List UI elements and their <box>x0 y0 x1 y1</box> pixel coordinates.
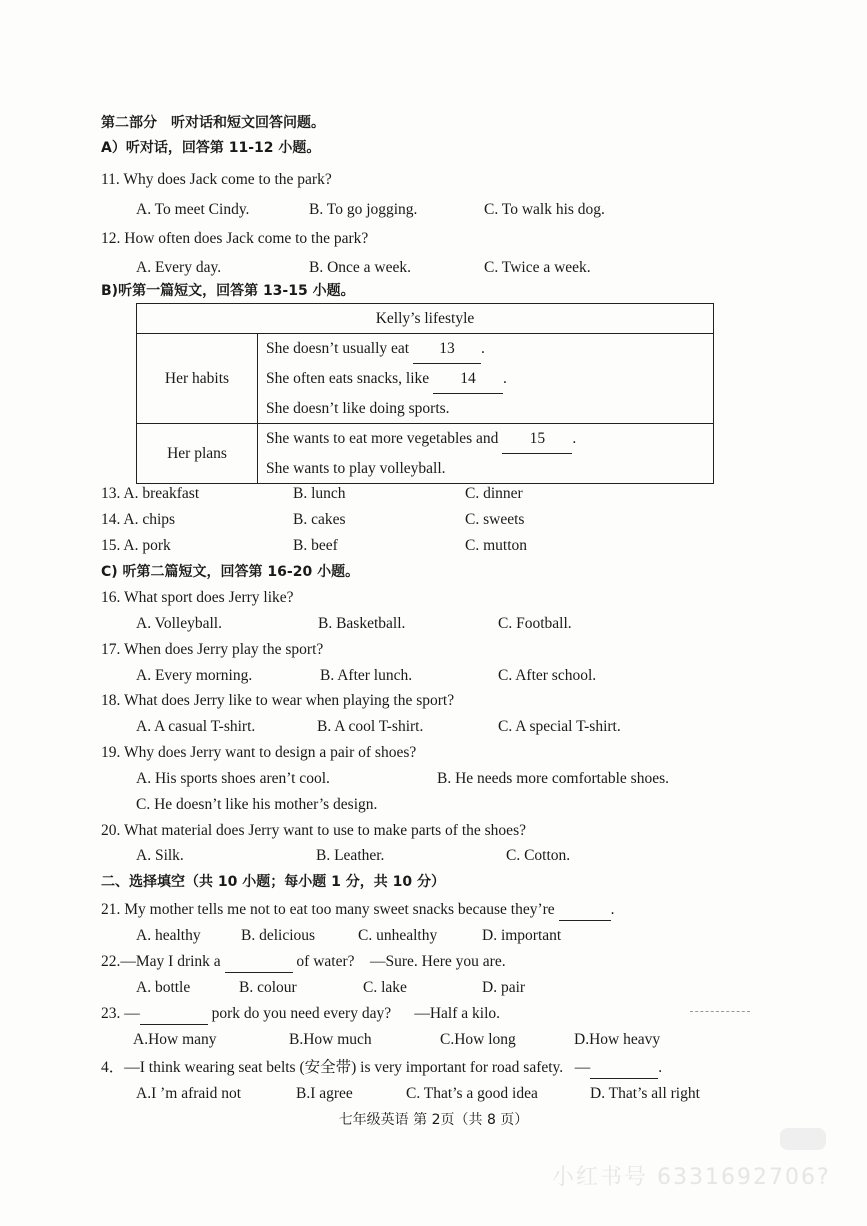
q16-option-b: B. Basketball. <box>318 615 406 632</box>
blank-14: 14 <box>433 364 503 394</box>
q24-dash: — <box>574 1059 591 1076</box>
q23-blank <box>140 1004 208 1025</box>
part2-title: 第二部分 听对话和短文回答问题。 <box>101 115 325 131</box>
q21-option-d: D. important <box>482 927 562 944</box>
habits-label: Her habits <box>137 334 258 424</box>
q21-option-c: C. unhealthy <box>358 927 438 944</box>
q22-option-d: D. pair <box>482 979 526 996</box>
q14-option-c: C. sweets <box>465 511 525 528</box>
question-11: 11. Why does Jack come to the park? <box>101 171 332 188</box>
q11-option-b: B. To go jogging. <box>309 201 418 218</box>
q13-option-c: C. dinner <box>465 485 523 502</box>
q21-text: 21. My mother tells me not to eat too many sweet snacks because they’re <box>101 901 555 918</box>
q21-blank <box>559 900 611 921</box>
plan-line-1: She wants to eat more vegetables and 15 . <box>266 424 713 454</box>
habit-line-1: She doesn’t usually eat 13 . <box>266 334 713 364</box>
q17-option-b: B. After lunch. <box>320 667 413 684</box>
q19-option-a: A. His sports shoes aren’t cool. <box>136 770 330 787</box>
watermark-text: 小红书号 6331692706? <box>552 1165 831 1190</box>
blank-15: 15 <box>502 424 572 454</box>
watermark-logo <box>780 1128 826 1150</box>
q23-text-b: pork do you need every day? <box>211 1005 392 1022</box>
question-19: 19. Why does Jerry want to design a pair of shoes? <box>101 744 417 761</box>
plans-cell <box>258 424 714 484</box>
q23-dash: — <box>124 1005 140 1022</box>
q24-option-d: D. That’s all right <box>590 1085 700 1102</box>
section-c-heading: C) 听第二篇短文，回答第 16-20 小题。 <box>101 564 360 580</box>
q13-option-a: 13. A. breakfast <box>101 485 200 502</box>
blank-13: 13 <box>413 334 481 364</box>
q11-option-c: C. To walk his dog. <box>484 201 605 218</box>
table-title: Kelly’s lifestyle <box>137 304 714 334</box>
q24-option-b: B.I agree <box>296 1085 353 1102</box>
kelly-lifestyle-table <box>136 303 714 484</box>
q11-option-a: A. To meet Cindy. <box>136 201 250 218</box>
q23-reply: —Half a kilo. <box>414 1005 501 1022</box>
q19-option-b: B. He needs more comfortable shoes. <box>437 770 670 787</box>
q23-option-c: C.How long <box>440 1031 516 1048</box>
q24-number: 4． <box>101 1059 125 1076</box>
q22-option-a: A. bottle <box>136 979 191 996</box>
habit-line-3: She doesn’t like doing sports. <box>266 400 450 417</box>
habit-line-2: She often eats snacks, like 14 . <box>266 364 713 394</box>
q23-number: 23. <box>101 1005 121 1022</box>
q24-option-a: A.I ’m afraid not <box>136 1085 242 1102</box>
q12-option-c: C. Twice a week. <box>484 259 591 276</box>
habit1-text: She doesn’t usually eat <box>266 340 410 357</box>
q21-option-a: A. healthy <box>136 927 201 944</box>
question-16: 16. What sport does Jerry like? <box>101 589 294 606</box>
q15-option-c: C. mutton <box>465 537 528 554</box>
section-b-heading: B)听第一篇短文，回答第 13-15 小题。 <box>101 283 355 299</box>
page-footer: 七年级英语 第 2页（共 8 页） <box>338 1112 529 1128</box>
plan-line-2: She wants to play volleyball. <box>266 460 446 477</box>
q16-option-a: A. Volleyball. <box>136 615 222 632</box>
q14-option-b: B. cakes <box>293 511 346 528</box>
q24-option-c: C. That’s a good idea <box>406 1085 538 1102</box>
question-23 <box>101 1004 500 1025</box>
q22-blank <box>225 952 293 973</box>
plans-label: Her plans <box>137 424 258 484</box>
habits-cell <box>258 334 714 424</box>
question-21: 21. My mother tells me not to eat too many sweet snacks because they’re . <box>101 900 614 921</box>
q12-option-b: B. Once a week. <box>309 259 411 276</box>
q20-option-b: B. Leather. <box>316 847 385 864</box>
question-20: 20. What material does Jerry want to use to make parts of the shoes? <box>101 822 526 839</box>
q23-option-a: A.How many <box>133 1031 217 1048</box>
q15-option-b: B. beef <box>293 537 338 554</box>
question-12: 12. How often does Jack come to the park? <box>101 230 369 247</box>
q16-option-c: C. Football. <box>498 615 572 632</box>
q22-text-b: of water? <box>296 953 355 970</box>
q17-option-c: C. After school. <box>498 667 597 684</box>
question-17: 17. When does Jerry play the sport? <box>101 641 324 658</box>
q19-option-c: C. He doesn’t like his mother’s design. <box>136 796 378 813</box>
q14-option-a: 14. A. chips <box>101 511 176 528</box>
q18-option-b: B. A cool T-shirt. <box>317 718 424 735</box>
q18-option-c: C. A special T-shirt. <box>498 718 621 735</box>
q23-option-b: B.How much <box>289 1031 372 1048</box>
question-18: 18. What does Jerry like to wear when playing the sport? <box>101 692 455 709</box>
q22-reply: —Sure. Here you are. <box>370 953 506 970</box>
q18-option-a: A. A casual T-shirt. <box>136 718 256 735</box>
question-24: 4．—I think wearing seat belts (安全带) is very important for road safety. — . <box>101 1058 662 1079</box>
q20-option-c: C. Cotton. <box>506 847 571 864</box>
q22-option-b: B. colour <box>239 979 297 996</box>
q21-option-b: B. delicious <box>241 927 316 944</box>
q12-option-a: A. Every day. <box>136 259 222 276</box>
section-a-heading: A）听对话，回答第 11-12 小题。 <box>101 140 321 156</box>
choice-section-title: 二、选择填空（共 10 小题；每小题 1 分，共 10 分） <box>101 874 445 890</box>
q22-option-c: C. lake <box>363 979 407 996</box>
plan1-text: She wants to eat more vegetables and <box>266 430 499 447</box>
q22-number: 22. <box>101 953 121 970</box>
q23-option-d: D.How heavy <box>574 1031 661 1048</box>
scan-mark <box>690 1011 750 1012</box>
question-22 <box>101 952 506 973</box>
q15-option-a: 15. A. pork <box>101 537 171 554</box>
q22-text-a: —May I drink a <box>120 953 221 970</box>
q13-option-b: B. lunch <box>293 485 346 502</box>
q17-option-a: A. Every morning. <box>136 667 253 684</box>
q24-text: —I think wearing seat belts (安全带) is very important for road safety. <box>124 1059 564 1076</box>
q20-option-a: A. Silk. <box>136 847 184 864</box>
q24-blank <box>590 1058 658 1079</box>
habit2-text: She often eats snacks, like <box>266 370 430 387</box>
